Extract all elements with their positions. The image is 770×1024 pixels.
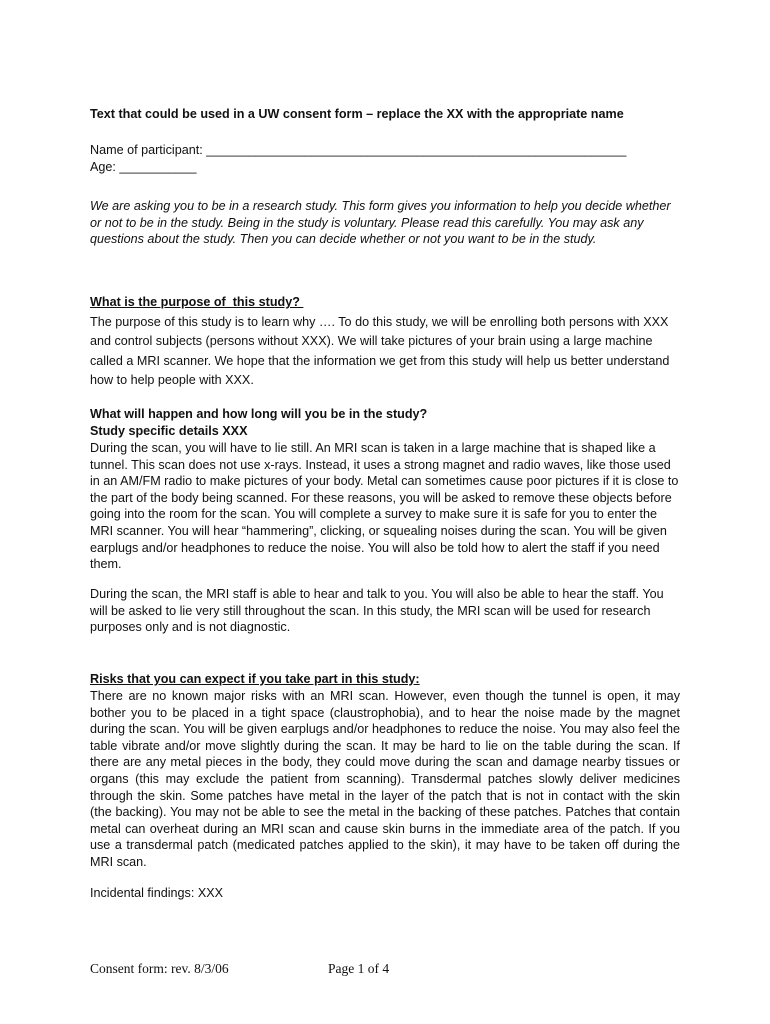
procedure-paragraph: During the scan, you will have to lie still. An MRI scan is taken in a large machine that is shaped like a tunnel. This scan does not use x-rays. Instead, it uses a strong magnet and radio waves, like those used in an AM/FM radio to make pictures of your body. Metal can sometimes cause poor pictures if it is close to the part of the body being scanned. For these reasons, you will be asked to remove these objects before going into the room for the scan. You will complete a survey to make sure it is safe for you to enter the MRI scanner. You will hear “hammering”, clicking, or squealing noises during the scan. You will be given earplugs and/or headphones to reduce the noise. You will also be told how to alert the staff if you need them. (90, 441, 679, 572)
participant-name-line: Name of participant: ____________________________________________________________ (90, 143, 627, 157)
footer-page-number: Page 1 of 4 (328, 961, 390, 976)
procedure-heading: What will happen and how long will you be in the study? (90, 407, 428, 421)
participant-fields (90, 142, 680, 176)
footer-revision: Consent form: rev. 8/3/06 (90, 961, 229, 976)
intro-paragraph: We are asking you to be in a research study. This form gives you information to help you decide whether or not to be in the study. Being in the study is voluntary. Please read this carefully. You may ask any questions about the study. Then you can decide whether or not you want to be in the study. (90, 199, 671, 246)
purpose-heading: What is the purpose of this study? (90, 295, 304, 309)
incidental-findings: Incidental findings: XXX (90, 886, 224, 900)
risks-paragraph: There are no known major risks with an MRI scan. However, even though the tunnel is open, it may bother you to be placed in a tight space (claustrophobia), and to hear the noise made by the magnet during the scan. You will be given earplugs and/or headphones to reduce the noise. You may also feel the table vibrate and/or move slightly during the scan. It may be hard to lie on the table during the scan. If there are any metal pieces in the body, they could move during the scan and damage nearby tissues or organs (this may exclude the patient from scanning). Transdermal patches slowly deliver medicines through the skin. Some patches have metal in the layer of the patch that is not in contact with the skin (the backing). You may not be able to see the metal in the backing of these patches. Patches that contain metal can overheat during an MRI scan and cause skin burns in the immediate area of the patch. If you use a transdermal patch (medicated patches applied to the skin), it may have to be taken off during the MRI scan. (90, 689, 680, 869)
risks-heading: Risks that you can expect if you take part in this study: (90, 672, 420, 686)
procedure-paragraph-2: During the scan, the MRI staff is able to hear and talk to you. You will also be able to hear the staff. You will be asked to lie very still throughout the scan. In this study, the MRI scan will be used for research purposes only and is not diagnostic. (90, 587, 664, 635)
purpose-paragraph: The purpose of this study is to learn why …. To do this study, we will be enrolling both persons with XXX and control subjects (persons without XXX). We will take pictures of your brain using a large machine called a MRI scanner. We hope that the information we get from this study will help us better understand how to help people with XXX. (90, 315, 670, 387)
document-title: Text that could be used in a UW consent form – replace the XX with the appropriate name (90, 107, 624, 121)
participant-age-line: Age: ___________ (90, 160, 197, 174)
procedure-subheading: Study specific details XXX (90, 423, 248, 438)
procedure-heading-group (90, 406, 680, 439)
